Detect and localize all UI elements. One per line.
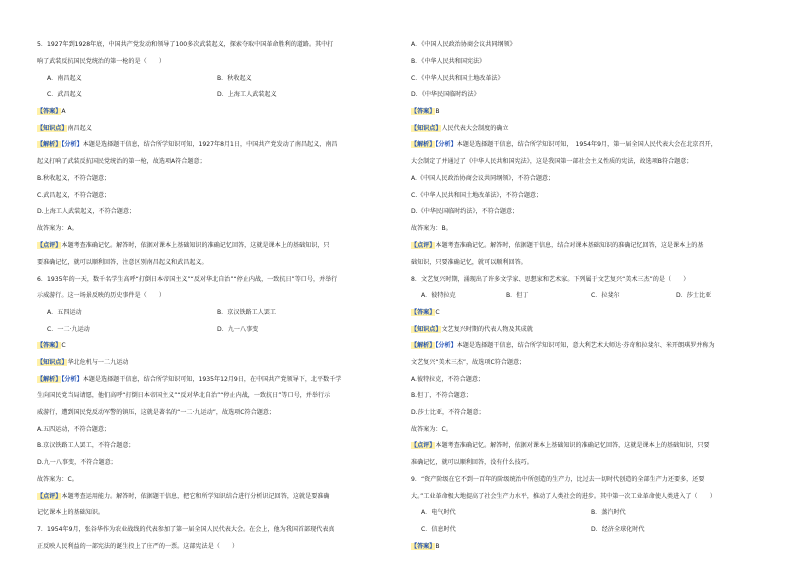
answer-value: B [435,108,440,115]
q5-analysis-line2: 起义打响了武装反抗国民党统治的第一枪，故选项A符合题意； [37,158,206,165]
q6-analysis-line2: 生向国民党当局请愿，他们高呼“打倒日本帝国主义”“反对华北自治”“停止内战，一致抗日”等口号，并举行示 [37,392,331,399]
q5-analysis-line5: D.上海工人武装起义，不符合题意； [37,208,136,215]
q5-option-a: A．南昌起义 [47,75,82,82]
analysis-sub-tag: 【分析】 [61,376,83,383]
comment-tag: 【点评】 [37,242,62,249]
q6-answer [37,343,66,349]
knowledge-value: 南昌起义 [67,125,92,132]
knowledge-tag: 【知识点】 [411,326,442,333]
analysis-sub-tag: 【分析】 [435,141,457,148]
q9-stem-line2: 大。”工业革命极大地提高了社会生产力水平，推动了人类社会的进步。其中第一次工业革命使人类进入了（ ） [411,493,716,500]
q8-comment-line1 [411,443,710,449]
q6-comment-line1 [37,494,330,500]
q6-option-a: A．五四运动 [47,309,82,316]
q6-knowledge-point [37,360,128,366]
q5-option-c: C．武昌起义 [47,91,82,98]
q6-analysis-line7: 故答案为：C。 [37,476,78,483]
answer-value: C [61,342,66,349]
q8-comment-line2: 准确记忆，就可以顺利回答，没有什么技巧。 [411,459,533,466]
q5-stem-line2: 响了武装反抗国民党统治的第一枪的是（ ） [37,58,165,65]
q8-analysis-line6: 故答案为：C。 [411,426,452,433]
comment-text: 本题考查运用能力。解答时，依据题干信息，把它和所学知识结合进行分析识记回答，这就是要准确 [61,493,330,500]
comment-text: 本题考查准确记忆。解答时，依据对课本上基础知识的准确记忆回答，这就是课本上的基础知识，只 [61,242,330,249]
q7-analysis-line1 [411,142,717,148]
answer-value: B [435,543,440,550]
q9-option-a: A．电气时代 [421,509,456,516]
analysis-text: 本题是选择题干信息，结合所学知识可知，意大利艺术大师达·芬奇和拉斐尔、米开朗琪罗并称为 [456,342,715,349]
q6-analysis-line5: B.京汉铁路工人罢工，不符合题意； [37,442,135,449]
q5-analysis-line4: C.武昌起义，不符合题意； [37,192,111,199]
analysis-tag: 【解析】 [411,342,436,349]
q5-option-b: B．秋收起义 [217,75,252,82]
analysis-tag: 【解析】 [411,141,436,148]
q5-comment-line2: 要准确记忆，就可以顺利回答，注意区别南昌起义和武昌起义。 [37,259,208,266]
q7-stem-line2: 正反映人民利益的一部宪法的诞生投上了庄严的一票。这部宪法是（ ） [37,543,239,550]
knowledge-value: 人民代表大会制度的确立 [441,125,509,132]
analysis-text: 本题是选择题干信息，结合所学知识可知，1927年8月1日，中国共产党发动了南昌起义，南昌 [82,141,338,148]
q6-stem-line2: 示威游行。这一场景反映的历史事件是（ ） [37,292,165,299]
q5-comment-line1 [37,243,330,249]
q6-analysis-line6: D.九一八事变，不符合题意； [37,459,117,466]
knowledge-value: 华北危机与一二九运动 [67,359,129,366]
q7-option-d: D．《中华民国临时约法》 [411,91,480,98]
answer-tag: 【答案】 [411,108,436,115]
analysis-tag: 【解析】 [37,376,62,383]
comment-text: 本题考查准确记忆。解答时，依据题干信息，结合对课本基础知识的准确记忆回答，这是课本上的基 [435,242,704,249]
analysis-sub-tag: 【分析】 [61,141,83,148]
q7-analysis-line4: C.《中华人民共和国土地改革法》，不符合题意； [411,192,543,199]
q8-analysis-line4: B.但丁，不符合题意； [411,392,472,399]
answer-tag: 【答案】 [37,108,62,115]
knowledge-tag: 【知识点】 [37,359,68,366]
analysis-sub-tag: 【分析】 [435,342,457,349]
q6-option-d: D．九一八事变 [217,326,259,333]
comment-tag: 【点评】 [37,493,62,500]
answer-tag: 【答案】 [411,543,436,550]
answer-tag: 【答案】 [411,309,436,316]
answer-value: A [61,108,66,115]
right-column [411,0,773,561]
q5-analysis-line3: B.秋收起义，不符合题意； [37,175,111,182]
analysis-text: 本题是选择题干信息，结合所学知识可知，1935年12月9日，在中国共产党领导下，北平数千学 [82,376,342,383]
q9-option-c: C．信息时代 [421,526,456,533]
q6-analysis-line1 [37,377,341,383]
q8-option-d: D．莎士比亚 [676,292,712,299]
q8-answer [411,310,440,316]
q8-option-a: A．彼特拉克 [421,292,456,299]
q8-analysis-line3: A.彼特拉克，不符合题意； [411,376,485,383]
knowledge-value: 文艺复兴时期的代表人物及其成就 [441,326,533,333]
q8-analysis-line5: D.莎士比亚，不符合题意； [411,409,485,416]
knowledge-tag: 【知识点】 [411,125,442,132]
q8-analysis-line1 [411,343,715,349]
answer-tag: 【答案】 [37,342,62,349]
q7-analysis-line3: A.《中国人民政治协商会议共同纲领》，不符合题意； [411,175,555,182]
q7-option-c: C．《中华人民共和国土地改革法》 [411,75,504,82]
q5-analysis-line1 [37,142,338,148]
q6-analysis-line4: A.五四运动，不符合题意； [37,426,111,433]
q6-analysis-line3: 威游行，遭到国民党反动军警的镇压，这就是著名的“一二·九运动”，故选项C符合题意； [37,409,275,416]
q6-stem-line1: 6．1935年的一天，数千名学生高呼“打倒日本帝国主义”“反对华北自治”“停止内战，一致抗日”等口号，并举行 [37,276,338,283]
q7-comment-line1 [411,243,704,249]
q7-analysis-line6: 故答案为：B。 [411,225,452,232]
q7-comment-line2: 础知识，只要准确记忆，就可以顺利回答。 [411,259,527,266]
knowledge-tag: 【知识点】 [37,125,68,132]
q5-option-d: D．上海工人武装起义 [217,91,277,98]
q7-option-a: A．《中国人民政治协商会议共同纲领》 [411,41,516,48]
q8-option-b: B．但丁 [506,292,529,299]
q7-analysis-line2: 大会制定了并通过了《中华人民共和国宪法》，这是我国第一部社会主义性质的宪法，故选项B符合题意； [411,158,693,165]
q6-option-b: B．京汉铁路工人罢工 [217,309,277,316]
q9-stem-line1: 9．“资产阶级在它不到一百年的阶级统治中所创造的生产力，比过去一切时代创造的全部生产力还要多，还要 [411,476,705,483]
q7-answer [411,109,440,115]
q5-knowledge-point [37,126,92,132]
q6-comment-line2: 记忆课本上的基础知识。 [37,509,105,516]
q7-analysis-line5: D.《中华民国临时约法》，不符合题意； [411,208,519,215]
q8-knowledge-point [411,327,533,333]
left-column [37,0,399,561]
comment-tag: 【点评】 [411,242,436,249]
answer-value: C [435,309,440,316]
analysis-text: 本题是选择题干信息，结合所学知识可知， 1954年9月，第一届全国人民代表大会在北京召开， [456,141,717,148]
q5-answer [37,109,66,115]
q7-option-b: B．《中华人民共和国宪法》 [411,58,486,65]
q8-analysis-line2: 文艺复兴“美术三杰”，故选项C符合题意； [411,359,526,366]
q9-option-d: D．经济全球化时代 [591,526,645,533]
q5-stem-line1: 5．1927年到1928年底，中国共产党发动和领导了100多次武装起义，探索夺取中国革命胜利的道路。其中打 [37,41,334,48]
comment-text: 本题考查准确记忆。解答时，依据对课本上基础知识的准确记忆回答，这就是课本上的基础知识，只要 [435,442,710,449]
q8-option-c: C．拉斐尔 [591,292,620,299]
q9-answer [411,544,440,550]
q7-knowledge-point [411,126,509,132]
analysis-tag: 【解析】 [37,141,62,148]
q5-analysis-line6: 故答案为：A。 [37,225,78,232]
q7-stem-line1: 7．1954年9月，张谷华作为农业战线的代表参加了第一届全国人民代表大会。在会上，他为我国首部现代表真 [37,526,335,533]
comment-tag: 【点评】 [411,442,436,449]
q9-option-b: B．蒸汽时代 [591,509,626,516]
q6-option-c: C．一二·九运动 [47,326,90,333]
q8-stem: 8．文艺复兴时期，涌现出了许多文学家、思想家和艺术家。下列属于文艺复兴“美术三杰”的是（ ） [411,276,690,283]
